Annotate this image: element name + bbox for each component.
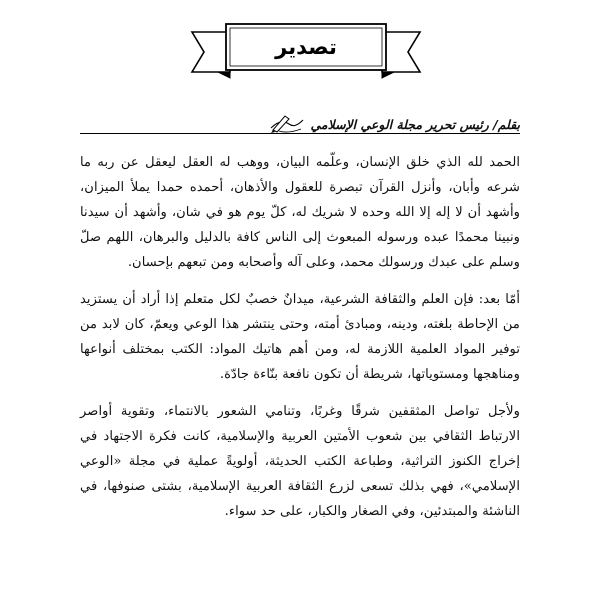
title-banner: [190, 18, 422, 82]
byline-text: بقلم/ رئيس تحرير مجلة الوعي الإسلامي: [310, 117, 520, 132]
body-text: [80, 150, 520, 536]
byline-underline: [80, 133, 520, 134]
page-title: تصدير: [275, 35, 337, 59]
paragraph: الحمد لله الذي خلق الإنسان، وعلّمه البيان، ووهب له العقل ليعقل عن ربه ما شرعه وأبان، وأنزل القرآن تبصرة للعقول والأذهان، أحمده حمدا يملأ الميزان، وأشهد أن لا إله إلا الله وحده لا شريك له، كلّ يوم هو في شان، وأشهد أن سيدنا ونبينا محمدًا عبده ورسوله المبعوث إلى الناس كافة بالدليل والبرهان، اللهم صلّ وسلم على عبدك ورسولك محمد، وعلى آله وأصحابه ومن تبعهم بإحسان.: [80, 155, 520, 270]
pen-writing-icon: [267, 112, 307, 134]
byline: [80, 110, 520, 134]
paragraph: أمّا بعد: فإن العلم والثقافة الشرعية، ميدانٌ خصبٌ لكل متعلم إذا أراد أن يستزيد من الإحاطة بلغته، ودينه، ومبادئ أمته، وحتى ينتشر هذا الوعي ويعمّ، كان لابد من توفير المواد العلمية اللازمة له، ومن أهم هاتيك المواد: الكتب بمختلف أنواعها ومناهجها ومستوياتها، شريطة أن تكون نافعة بنّاءة جادّة.: [80, 292, 520, 382]
paragraph: ولأجل تواصل المثقفين شرقًا وغربًا، وتنامي الشعور بالانتماء، وتقوية أواصر الارتباط الثقافي بين شعوب الأمتين العربية والإسلامية، كانت فكرة الاجتهاد في إخراج الكنوز التراثية، وطباعة الكتب الحديثة، أولويةً عملية في مجلة «الوعي الإسلامي»، فهي بذلك تسعى لزرع الثقافة العربية الإسلامية، بشتى صنوفها، في الناشئة والمبتدئين، وفي الصغار والكبار، على حد سواء.: [80, 404, 520, 519]
